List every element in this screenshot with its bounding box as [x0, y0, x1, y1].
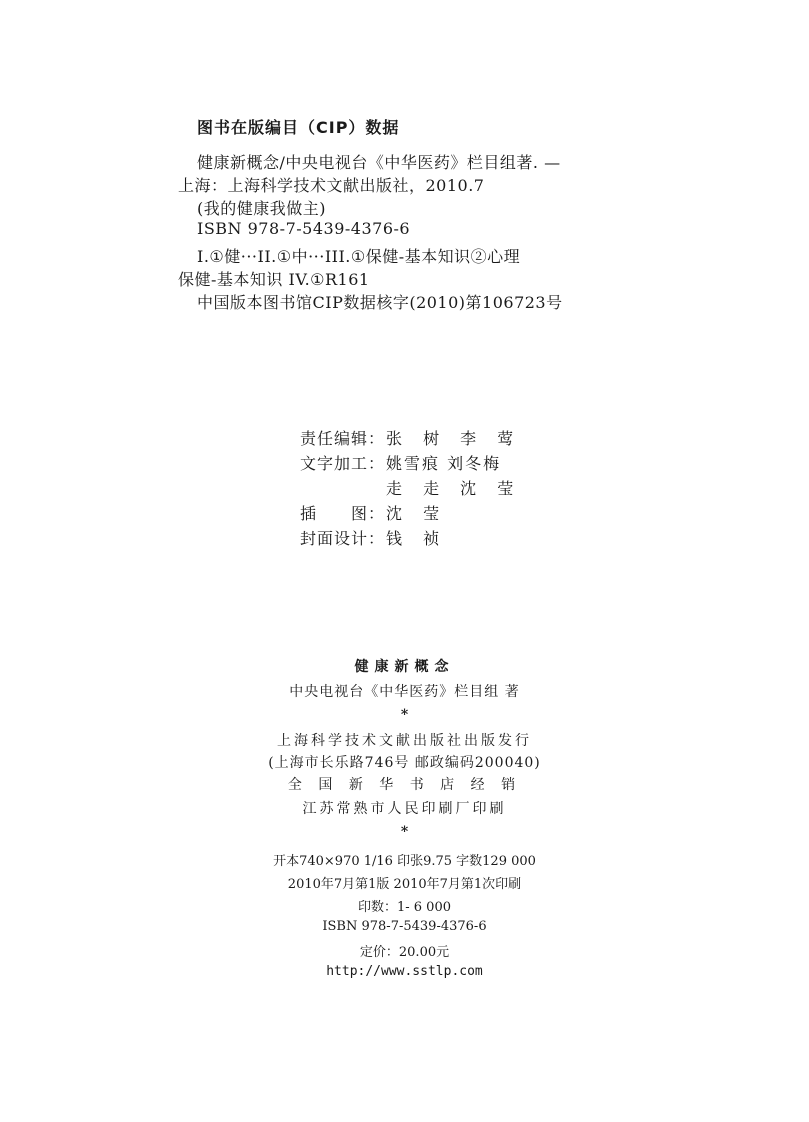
imprint-isbn: ISBN 978-7-5439-4376-6	[322, 919, 487, 934]
credits-block	[300, 426, 521, 551]
credit-names: 张 树 李 莺	[386, 429, 522, 448]
imprint-address: (上海市长乐路746号 邮政编码200040)	[268, 755, 541, 771]
imprint-distributor: 全 国 新 华 书 店 经 销	[287, 777, 522, 793]
imprint-separator-2: *	[400, 824, 409, 840]
imprint-printer: 江苏常熟市人民印刷厂印刷	[302, 801, 507, 817]
credit-row	[300, 526, 521, 551]
credit-row	[300, 451, 521, 476]
credit-label: 责任编辑：	[300, 429, 386, 448]
cip-line-isbn: ISBN 978-7-5439-4376-6	[197, 219, 411, 238]
cip-line-series: (我的健康我做主)	[197, 199, 326, 218]
credit-label: 文字加工：	[300, 454, 386, 473]
imprint-format: 开本740×970 1/16 印张9.75 字数129 000	[273, 854, 536, 869]
imprint-price: 定价：20.00元	[359, 945, 450, 960]
credit-row	[300, 426, 521, 451]
cip-line-title: 健康新概念/中央电视台《中华医药》栏目组著. —	[197, 153, 561, 172]
imprint-print-run: 印数：1- 6 000	[357, 900, 451, 915]
cip-line-publisher: 上海：上海科学技术文献出版社，2010.7	[178, 176, 485, 195]
cip-line-cip-number: 中国版本图书馆CIP数据核字(2010)第106723号	[197, 293, 563, 312]
credit-label: 插 图：	[300, 504, 386, 523]
credit-names: 姚雪痕 刘冬梅	[386, 454, 502, 473]
cip-heading: 图书在版编目（CIP）数据	[197, 118, 400, 137]
imprint-url: http://www.sstlp.com	[326, 964, 483, 979]
credit-row	[300, 501, 521, 526]
imprint-title: 健康新概念	[354, 659, 455, 675]
credit-names: 沈 莹	[386, 504, 448, 523]
credit-label: 封面设计：	[300, 529, 386, 548]
credit-row	[300, 476, 521, 501]
credit-names: 走 走 沈 莹	[386, 479, 522, 498]
credit-names: 钱 祯	[386, 529, 448, 548]
cip-line-classification: I.①健···II.①中···III.①保健-基本知识②心理	[197, 247, 521, 266]
imprint-author: 中央电视台《中华医药》栏目组 著	[289, 684, 520, 700]
imprint-separator-1: *	[400, 707, 409, 723]
imprint-publisher: 上海科学技术文献出版社出版发行	[277, 733, 532, 749]
cip-line-classification-cont: 保健-基本知识 IV.①R161	[178, 270, 370, 289]
imprint-edition: 2010年7月第1版 2010年7月第1次印刷	[287, 877, 522, 892]
